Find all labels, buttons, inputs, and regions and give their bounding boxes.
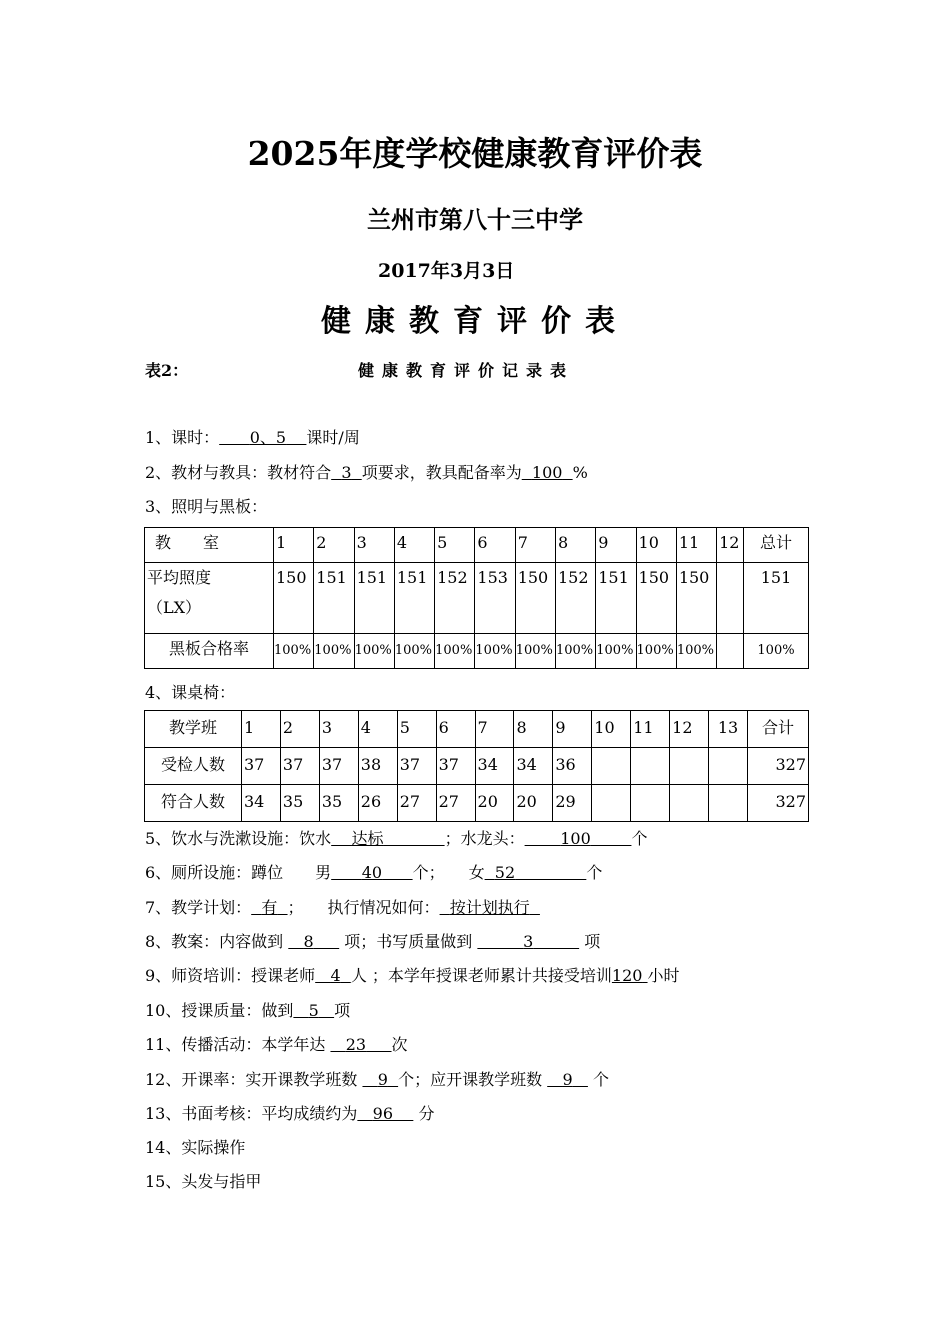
class-hours-value: 0、5 — [249, 428, 287, 447]
item-toilet-facilities: 6、厕所设施：蹲位 男 40 个； 女 52 个 — [145, 863, 603, 882]
item-hair-nails: 15、头发与指甲 — [145, 1172, 262, 1191]
document-title: 2025年度学校健康教育评价表 — [247, 134, 703, 173]
item-materials: 2、教材与教具：教材符合 3 项要求，教具配备率为 100 % — [145, 463, 588, 482]
item-class-hours: 1、课时： 0、5 课时/周 — [145, 428, 360, 447]
item-written-exam: 13、书面考核：平均成绩约为 96 分 — [145, 1104, 435, 1123]
equipment-rate-value: 100 — [531, 463, 563, 482]
item-teaching-quality: 10、授课质量：做到 5 项 — [145, 1001, 351, 1020]
section-heading: 健康教育评价表 — [321, 304, 629, 339]
illuminance-row: 平均照度 （LX） 150 151 151 151 152 153 150 152 151 150 150 151 — [145, 563, 809, 634]
table-title: 健康教育评价记录表 — [358, 361, 575, 380]
checked-count-row: 受检人数 37 37 37 38 37 37 34 34 36 327 — [145, 748, 809, 785]
lighting-table — [144, 527, 809, 669]
item-teacher-training: 9、师资培训：授课老师 4 人 ；本学年授课老师累计共接受培训120 小时 — [145, 966, 680, 985]
lighting-header-row: 教 室 1 2 3 4 5 6 7 8 9 10 11 12 总计 — [145, 528, 809, 563]
school-name: 兰州市第八十三中学 — [367, 205, 583, 234]
document-date: 2017年3月3日 — [378, 260, 515, 282]
item-water-facilities: 5、饮水与洗漱设施：饮水 达标 ；水龙头： 100 个 — [145, 829, 648, 848]
item-class-rate: 12、开课率：实开课教学班数 9 个；应开课教学班数 9 个 — [145, 1070, 610, 1089]
item-practical: 14、实际操作 — [145, 1138, 246, 1157]
item-outreach: 11、传播活动：本学年达 23 次 — [145, 1035, 408, 1054]
compliant-count-row: 符合人数 34 35 35 26 27 27 20 20 29 327 — [145, 785, 809, 822]
item-teaching-plan: 7、教学计划： 有 ； 执行情况如何： 按计划执行 — [145, 898, 530, 917]
desk-header-row: 教学班 1 2 3 4 5 6 7 8 9 10 11 12 13 合计 — [145, 711, 809, 748]
blackboard-row: 黑板合格率 100% 100% 100% 100% 100% 100% 100% 100% 100% 100% 100% 100% — [145, 634, 809, 669]
item-lighting: 3、照明与黑板： — [145, 497, 268, 516]
materials-value: 3 — [341, 463, 352, 482]
item-lesson-plans: 8、教案：内容做到 8 项；书写质量做到 3 项 — [145, 932, 601, 951]
item-desks: 4、课桌椅： — [145, 683, 236, 702]
table-label: 表2： — [145, 361, 189, 380]
desk-table — [144, 710, 809, 822]
